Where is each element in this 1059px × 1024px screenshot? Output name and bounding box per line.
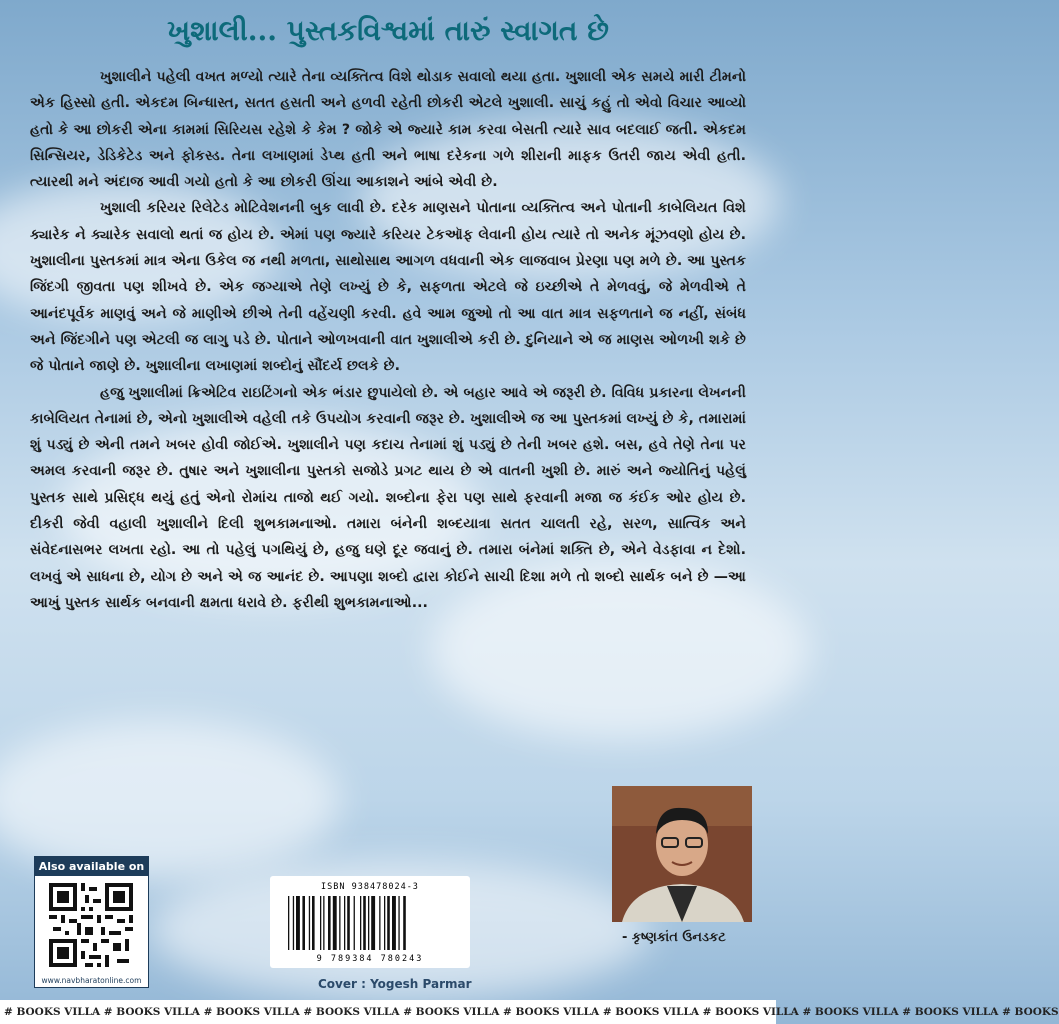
- barcode-bar: [296, 896, 300, 950]
- barcode-bar: [347, 896, 350, 950]
- barcode-bar: [354, 896, 355, 950]
- footer-text: # BOOKS VILLA # BOOKS VILLA # BOOKS VILLA # BOOKS VILLA # BOOKS VILLA # BOOKS VILLA # BOOKS VILLA # BOOKS VILLA # BOOKS VILLA # BOOKS VILLA # BOOKS: [4, 1006, 1059, 1018]
- barcode-bar: [333, 896, 337, 950]
- barcode-bar: [323, 896, 324, 950]
- barcode-bar: [398, 896, 399, 950]
- barcode-bar: [309, 896, 310, 950]
- qr-url: www.navbharatonline.com: [41, 976, 142, 985]
- isbn-barcode: [270, 876, 470, 968]
- qr-code-icon[interactable]: [49, 883, 133, 967]
- author-photo: [612, 786, 752, 922]
- barcode-bar: [379, 896, 380, 950]
- barcode-bar: [368, 896, 369, 950]
- barcode-bar: [339, 896, 340, 950]
- paragraph: ખુશાલીને પહેલી વખત મળ્યો ત્યારે તેના વ્યક્તિત્વ વિશે થોડાક સવાલો થયા હતા. ખુશાલી એક સમયે મારી ટીમનો એક હિસ્સો હતી. એકદમ બિન્ધાસ્ત, સતત હસતી અને હળવી રહેતી છોકરી એટલે ખુશાલી. સાચું કહું તો એવો વિચાર આવ્યો હતો કે આ છોકરી એના કામમાં સિરિયસ રહેશે કે કેમ ? જોકે એ જ્યારે કામ કરવા બેસતી ત્યારે સાવ બદલાઈ જતી. એકદમ સિન્સિયર, ડેડિકેટેડ અને ફોકસ્ડ. તેના લખાણમાં ડેપ્થ હતી અને ભાષા દરેકના ગળે શીરાની માફક ઉતરી જાય એવી હતી. ત્યારથી મને અંદાજ આવી ગયો હતો કે આ છોકરી ઊંચા આકાશને આંબે એવી છે.: [30, 69, 746, 191]
- cover-credit: Cover : Yogesh Parmar: [318, 977, 472, 991]
- barcode-bars-icon: [288, 896, 452, 950]
- barcode-bar: [392, 896, 396, 950]
- barcode-bar: [387, 896, 390, 950]
- barcode-bar: [344, 896, 345, 950]
- author-name: - કૃષ્ણકાંત ઉનડકટ: [622, 930, 726, 945]
- barcode-bar: [384, 896, 385, 950]
- barcode-bar: [293, 896, 294, 950]
- barcode-bar: [360, 896, 361, 950]
- qr-availability-box[interactable]: [34, 856, 149, 988]
- isbn-label: ISBN 938478024-3: [321, 882, 419, 892]
- footer-watermark: [0, 1000, 1059, 1024]
- page-title: ખુશાલી... પુસ્તકવિશ્વમાં તારું સ્વાગત છે: [167, 14, 609, 47]
- paragraph: ખુશાલી કરિયર રિલેટેડ મોટિવેશનની બુક લાવી છે. દરેક માણસને પોતાના વ્યક્તિત્વ અને પોતાની કાબેલિયત વિશે ક્યારેક ને ક્યારેક સવાલો થતાં જ હોય છે. એમાં પણ જ્યારે કરિયર ટેકઑફ લેવાની હોય ત્યારે તો અનેક મૂંઝવણો હોય છે. ખુશાલીના પુસ્તકમાં માત્ર એના ઉકેલ જ નથી મળતા, સાથોસાથ આગળ વધવાની એક લાજવાબ પ્રેરણા પણ મળે છે. આ પુસ્તક જિંદગી જીવતા પણ શીખવે છે. એક જગ્યાએ તેણે લખ્યું છે કે, સફળતા એટલે જે ઇચ્છીએ તે મેળવવું, જે મેળવીએ તે આનંદપૂર્વક માણવું અને જે માણીએ છીએ તેની વહેંચણી કરવી. હવે આમ જુઓ તો આ વાત માત્ર સફળતાને જ નહીં, સંબંધ અને જિંદગીને પણ એટલી જ લાગુ પડે છે. પોતાને ઓળખવાની વાત ખુશાલીએ કરી છે. દુનિયાને એ જ માણસ ઓળખી શકે છે જે પોતાને જાણે છે. ખુશાલીના લખાણમાં શબ્દોનું સૌંદર્ય છલકે છે.: [30, 200, 746, 375]
- body-text: [30, 64, 746, 616]
- paragraph: હજુ ખુશાલીમાં ક્રિએટિવ રાઇટિંગનો એક ભંડાર છુપાયેલો છે. એ બહાર આવે એ જરૂરી છે. વિવિધ પ્રકારના લેખનની કાબેલિયત તેનામાં છે, એનો ખુશાલીએ વહેલી તકે ઉપયોગ કરવાની જરૂર છે. ખુશાલીએ જ આ પુસ્તકમાં લખ્યું છે કે, તમારામાં શું પડ્યું છે એની તમને ખબર હોવી જોઈએ. ખુશાલીને પણ કદાચ તેનામાં શું પડ્યું છે તેની ખબર હશે. બસ, હવે તેણે તેના પર અમલ કરવાની જરૂર છે. તુષાર અને ખુશાલીના પુસ્તકો સજોડે પ્રગટ થાય છે એ વાતની ખુશી છે. મારું અને જ્યોતિનું પહેલું પુસ્તક સાથે પ્રસિદ્ધ થયું હતું એનો રોમાંચ તાજો થઈ ગયો. શબ્દોના ફેરા પણ સાથે ફરવાની મજા જ કંઈક ઓર હોય છે. દીકરી જેવી વહાલી ખુશાલીને દિલી શુભકામનાઓ. તમારા બંનેની શબ્દયાત્રા સતત ચાલતી રહે, સરળ, સાત્વિક અને સંવેદનાસભર લખતા રહો. આ તો પહેલું પગથિયું છે, હજુ ઘણે દૂર જવાનું છે. તમારા બંનેમાં શક્તિ છે, એને વેડફાવા ન દેશો. લખવું એ સાધના છે, યોગ છે અને એ જ આનંદ છે. આપણા શબ્દો દ્વારા કોઈને સાચી દિશા મળે તો શબ્દો સાર્થક બને છે —આ આખું પુસ્તક સાર્થક બનવાની ક્ષમતા ધરાવે છે. ફરીથી શુભકામનાઓ...: [30, 384, 746, 611]
- barcode-bar: [312, 896, 315, 950]
- barcode-bar: [302, 896, 305, 950]
- barcode-bar: [328, 896, 331, 950]
- barcode-bar: [288, 896, 289, 950]
- barcode-bar: [403, 896, 406, 950]
- isbn-number: 9 789384 780243: [316, 954, 424, 964]
- barcode-bar: [320, 896, 321, 950]
- barcode-bar: [371, 896, 375, 950]
- author-portrait-icon: [612, 786, 752, 922]
- barcode-bar: [363, 896, 366, 950]
- qr-heading: Also available on: [35, 857, 148, 876]
